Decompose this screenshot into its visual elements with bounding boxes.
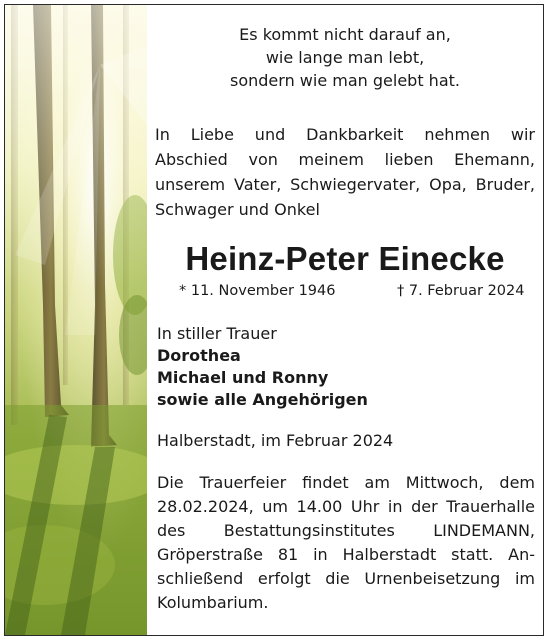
obituary-text (153, 5, 537, 635)
forest-sunlight-image (5, 5, 147, 635)
birth-date: * 11. November 1946 (179, 283, 336, 299)
life-dates (179, 281, 525, 301)
quote-line: Es kommt nicht darauf an, (239, 25, 451, 44)
mourning-label: In stiller Trauer (157, 324, 277, 343)
mourner-name: Dorothea (157, 346, 241, 365)
quote-line: sondern wie man gelebt hat. (230, 71, 460, 90)
service-line: Die Trauerfeier findet am Mittwoch, dem (157, 473, 535, 492)
funeral-service-info (157, 471, 535, 615)
memorial-quote (153, 23, 537, 92)
deceased-name: Heinz-Peter Einecke (185, 240, 505, 277)
intro-line: Schwager und Onkel (155, 200, 320, 219)
mourner-name: sowie alle Angehörigen (157, 390, 368, 409)
intro-line: Abschied von meinem lieben Ehemann, (155, 150, 535, 169)
service-line: des Bestattungsinstitutes LINDEMANN, (157, 521, 535, 540)
death-date: † 7. Februar 2024 (397, 283, 525, 299)
mourner-name: Michael und Ronny (157, 368, 329, 387)
mourners-block (157, 323, 533, 411)
intro-line: unserem Vater, Schwiegervater, Opa, Bruder, (155, 175, 535, 194)
service-line: Gröperstraße 81 in Halberstadt statt. An- (157, 545, 535, 564)
intro-line: In Liebe und Dankbarkeit nehmen wir (155, 125, 535, 144)
obituary-card (4, 4, 544, 636)
service-line: schließend erfolgt die Urnenbeisetzung im (157, 569, 535, 588)
service-line: Kolumbarium. (157, 593, 269, 612)
quote-line: wie lange man lebt, (265, 48, 425, 67)
farewell-intro (155, 122, 535, 222)
place-and-date: Halberstadt, im Februar 2024 (157, 431, 394, 450)
service-line: 28.02.2024, um 14.00 Uhr in der Trauerhalle (157, 497, 535, 516)
